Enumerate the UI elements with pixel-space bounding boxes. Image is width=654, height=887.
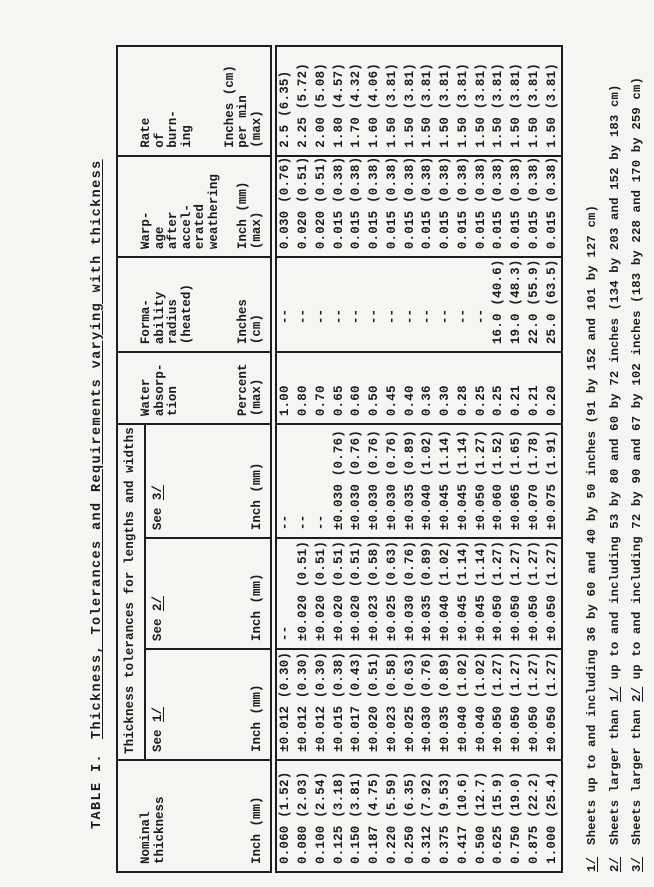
header-see-2: See 2/ Inch (mm)	[145, 538, 273, 649]
header-line: (heated)	[179, 284, 194, 345]
cell-see-3: --	[273, 424, 294, 538]
cell-see-3: ±0.065 (1.65)	[507, 424, 525, 538]
header-line: Rate	[139, 117, 153, 148]
cell-see-1: ±0.015 (0.38)	[330, 649, 348, 760]
cell-rate-of-burning: 1.50 (3.81)	[383, 46, 401, 156]
cell-water-absorption: 0.70	[312, 352, 330, 424]
cell-formability-radius: --	[348, 257, 366, 352]
unit-label: Inch (mm)	[249, 462, 264, 531]
header-line: after	[166, 211, 181, 250]
cell-warpage-after-weathering: 0.015 (0.38)	[543, 156, 562, 257]
cell-warpage-after-weathering: 0.015 (0.38)	[365, 156, 383, 257]
footnotes	[581, 77, 649, 872]
footnote-3: 3/Sheets larger than 2/ up to and including 72 by 90 and 67 by 102 inches (183 by 228 and 170 by 259 cm)	[630, 76, 645, 872]
cell-rate-of-burning: 2.00 (5.08)	[312, 46, 330, 156]
cell-see-1: ±0.040 (1.02)	[454, 649, 472, 760]
cell-rate-of-burning: 1.80 (4.57)	[330, 46, 348, 156]
cell-see-1: ±0.020 (0.51)	[365, 649, 383, 760]
cell-nominal-thickness: 0.080 (2.03)	[294, 760, 312, 872]
cell-warpage-after-weathering: 0.015 (0.38)	[525, 156, 543, 257]
cell-warpage-after-weathering: 0.015 (0.38)	[507, 156, 525, 257]
table-row	[294, 46, 312, 872]
cell-water-absorption: 0.36	[419, 352, 437, 424]
unit-label: Inches (cm) per min (max)	[222, 65, 264, 148]
header-nominal-thickness	[117, 760, 273, 872]
cell-see-2: ±0.020 (0.51)	[312, 538, 330, 649]
cell-see-2: ±0.050 (1.27)	[490, 538, 508, 649]
header-line: ability	[152, 291, 167, 345]
cell-see-3: ±0.040 (1.02)	[419, 424, 437, 538]
cell-see-2: ±0.023 (0.58)	[365, 538, 383, 649]
cell-see-3: ±0.035 (0.89)	[401, 424, 419, 538]
cell-warpage-after-weathering: 0.015 (0.38)	[454, 156, 472, 257]
cell-nominal-thickness: 0.750 (19.0)	[507, 760, 525, 872]
header-line: weathering	[206, 174, 221, 250]
cell-see-1: ±0.012 (0.30)	[312, 649, 330, 760]
table-body	[273, 46, 562, 872]
header-line: tion	[166, 386, 181, 417]
cell-see-3: ±0.045 (1.14)	[436, 424, 454, 538]
header-line: ing	[179, 125, 194, 148]
cell-nominal-thickness: 0.220 (5.59)	[383, 760, 401, 872]
cell-nominal-thickness: 0.125 (3.18)	[330, 760, 348, 872]
cell-see-1: ±0.050 (1.27)	[525, 649, 543, 760]
header-group-row	[117, 46, 145, 872]
header-rate-of-burning	[117, 46, 273, 156]
cell-formability-radius: 22.0 (55.9)	[525, 257, 543, 352]
header-line: Warp-	[139, 211, 153, 250]
cell-water-absorption: 0.25	[490, 352, 508, 424]
cell-formability-radius: 19.0 (48.3)	[507, 257, 525, 352]
cell-see-2: ±0.020 (0.51)	[348, 538, 366, 649]
table-row	[365, 46, 383, 872]
cell-water-absorption: 0.60	[348, 352, 366, 424]
header-line: Nominal	[139, 811, 153, 864]
header-water-absorption	[117, 352, 273, 424]
cell-rate-of-burning: 1.50 (3.81)	[401, 46, 419, 156]
cell-see-3: ±0.030 (0.76)	[383, 424, 401, 538]
header-line: absorp-	[152, 363, 167, 417]
cell-see-3: --	[294, 424, 312, 538]
cell-water-absorption: 0.80	[294, 352, 312, 424]
table-row	[525, 46, 543, 872]
cell-warpage-after-weathering: 0.015 (0.38)	[383, 156, 401, 257]
footnote-2: 2/Sheets larger than 1/ up to and including 53 by 80 and 60 by 72 inches (134 by 203 and 152 by 183 cm)	[607, 84, 622, 872]
header-see-3: See 3/ Inch (mm)	[145, 424, 273, 538]
header-see-1: See 1/ Inch (mm)	[145, 649, 273, 760]
cell-rate-of-burning: 1.50 (3.81)	[419, 46, 437, 156]
cell-warpage-after-weathering: 0.015 (0.38)	[472, 156, 490, 257]
header-formability-radius	[117, 257, 273, 352]
cell-water-absorption: 0.21	[525, 352, 543, 424]
header-line: Forma-	[139, 299, 153, 345]
cell-formability-radius: --	[365, 257, 383, 352]
cell-water-absorption: 1.00	[273, 352, 294, 424]
header-line: accel-	[179, 204, 194, 250]
cell-see-1: ±0.050 (1.27)	[490, 649, 508, 760]
cell-nominal-thickness: 0.625 (15.9)	[490, 760, 508, 872]
cell-rate-of-burning: 1.50 (3.81)	[507, 46, 525, 156]
table-row	[436, 46, 454, 872]
cell-formability-radius: --	[273, 257, 294, 352]
cell-formability-radius: --	[312, 257, 330, 352]
cell-see-1: ±0.025 (0.63)	[401, 649, 419, 760]
footnote-1: 1/Sheets up to and including 36 by 60 and 40 by 50 inches (91 by 152 and 101 by 127 cm)	[585, 204, 599, 872]
cell-see-2: ±0.050 (1.27)	[525, 538, 543, 649]
cell-water-absorption: 0.21	[507, 352, 525, 424]
header-line: burn-	[166, 110, 181, 148]
cell-formability-radius: --	[383, 257, 401, 352]
cell-water-absorption: 0.40	[401, 352, 419, 424]
table-row	[273, 46, 294, 872]
cell-see-1: ±0.012 (0.30)	[294, 649, 312, 760]
cell-see-2: --	[273, 538, 294, 649]
cell-see-2: ±0.025 (0.63)	[383, 538, 401, 649]
table-row	[543, 46, 562, 872]
table-row	[312, 46, 330, 872]
cell-nominal-thickness: 0.875 (22.2)	[525, 760, 543, 872]
unit-label: Percent (max)	[236, 363, 264, 417]
cell-rate-of-burning: 1.50 (3.81)	[436, 46, 454, 156]
cell-warpage-after-weathering: 0.020 (0.51)	[312, 156, 330, 257]
spec-table	[116, 45, 563, 873]
table-row	[472, 46, 490, 872]
cell-formability-radius: --	[454, 257, 472, 352]
cell-see-2: ±0.050 (1.27)	[507, 538, 525, 649]
cell-warpage-after-weathering: 0.015 (0.38)	[401, 156, 419, 257]
cell-rate-of-burning: 2.25 (5.72)	[294, 46, 312, 156]
cell-see-1: ±0.023 (0.58)	[383, 649, 401, 760]
header-line: Water	[139, 378, 153, 417]
cell-rate-of-burning: 1.50 (3.81)	[543, 46, 562, 156]
cell-water-absorption: 0.28	[454, 352, 472, 424]
cell-see-1: ±0.017 (0.43)	[348, 649, 366, 760]
cell-rate-of-burning: 1.60 (4.06)	[365, 46, 383, 156]
table-row	[401, 46, 419, 872]
cell-water-absorption: 0.65	[330, 352, 348, 424]
table-row	[507, 46, 525, 872]
cell-formability-radius: --	[294, 257, 312, 352]
cell-see-1: ±0.030 (0.76)	[419, 649, 437, 760]
cell-water-absorption: 0.25	[472, 352, 490, 424]
cell-water-absorption: 0.20	[543, 352, 562, 424]
unit-label: Inch (mm)	[249, 573, 264, 642]
cell-nominal-thickness: 0.312 (7.92)	[419, 760, 437, 872]
cell-warpage-after-weathering: 0.015 (0.38)	[490, 156, 508, 257]
cell-see-2: ±0.020 (0.51)	[330, 538, 348, 649]
cell-nominal-thickness: 0.060 (1.52)	[273, 760, 294, 872]
cell-see-3: --	[312, 424, 330, 538]
cell-see-1: ±0.035 (0.89)	[436, 649, 454, 760]
table-title	[90, 159, 105, 829]
unit-label: Inch (mm)	[249, 684, 264, 752]
cell-see-2: ±0.050 (1.27)	[543, 538, 562, 649]
table-row	[383, 46, 401, 872]
cell-see-2: ±0.045 (1.14)	[472, 538, 490, 649]
cell-see-2: ±0.020 (0.51)	[294, 538, 312, 649]
table-row	[490, 46, 508, 872]
cell-rate-of-burning: 1.50 (3.81)	[490, 46, 508, 156]
cell-see-1: ±0.050 (1.27)	[507, 649, 525, 760]
cell-see-3: ±0.030 (0.76)	[365, 424, 383, 538]
cell-see-1: ±0.012 (0.30)	[273, 649, 294, 760]
cell-warpage-after-weathering: 0.020 (0.51)	[294, 156, 312, 257]
cell-see-3: ±0.060 (1.52)	[490, 424, 508, 538]
header-line: erated	[193, 204, 208, 250]
cell-formability-radius: --	[419, 257, 437, 352]
cell-rate-of-burning: 2.5 (6.35)	[273, 46, 294, 156]
cell-warpage-after-weathering: 0.015 (0.38)	[330, 156, 348, 257]
cell-warpage-after-weathering: 0.015 (0.38)	[348, 156, 366, 257]
cell-see-2: ±0.030 (0.76)	[401, 538, 419, 649]
cell-see-3: ±0.030 (0.76)	[330, 424, 348, 538]
table-row	[454, 46, 472, 872]
cell-nominal-thickness: 0.417 (10.6)	[454, 760, 472, 872]
cell-formability-radius: 16.0 (40.6)	[490, 257, 508, 352]
cell-formability-radius: --	[330, 257, 348, 352]
header-line: of	[152, 132, 167, 148]
cell-rate-of-burning: 1.70 (4.32)	[348, 46, 366, 156]
cell-water-absorption: 0.30	[436, 352, 454, 424]
cell-formability-radius: --	[472, 257, 490, 352]
header-warpage	[117, 156, 273, 257]
table-title-number: TABLE I.	[90, 752, 105, 829]
cell-nominal-thickness: 0.100 (2.54)	[312, 760, 330, 872]
table-row	[348, 46, 366, 872]
header-line: age	[152, 226, 167, 250]
cell-formability-radius: 25.0 (63.5)	[543, 257, 562, 352]
header-group-thickness-tolerances: Thickness tolerances for lengths and widths	[117, 424, 145, 760]
table-row	[419, 46, 437, 872]
table-title-text: Thickness, Tolerances and Requirements varying with thickness	[90, 159, 105, 739]
unit-label: Inch (mm) (max)	[236, 181, 264, 250]
cell-nominal-thickness: 0.500 (12.7)	[472, 760, 490, 872]
header-line: thickness	[152, 796, 167, 864]
cell-see-1: ±0.050 (1.27)	[543, 649, 562, 760]
cell-see-2: ±0.040 (1.02)	[436, 538, 454, 649]
unit-label: Inch (mm)	[249, 796, 264, 864]
spec-table-container	[116, 45, 563, 873]
cell-nominal-thickness: 0.150 (3.81)	[348, 760, 366, 872]
cell-rate-of-burning: 1.50 (3.81)	[525, 46, 543, 156]
cell-see-2: ±0.035 (0.89)	[419, 538, 437, 649]
cell-formability-radius: --	[401, 257, 419, 352]
cell-see-1: ±0.040 (1.02)	[472, 649, 490, 760]
cell-warpage-after-weathering: 0.030 (0.76)	[273, 156, 294, 257]
unit-label: Inches (cm)	[236, 299, 264, 345]
cell-see-3: ±0.050 (1.27)	[472, 424, 490, 538]
cell-see-3: ±0.070 (1.78)	[525, 424, 543, 538]
cell-warpage-after-weathering: 0.015 (0.38)	[419, 156, 437, 257]
cell-nominal-thickness: 0.250 (6.35)	[401, 760, 419, 872]
cell-see-3: ±0.075 (1.91)	[543, 424, 562, 538]
cell-rate-of-burning: 1.50 (3.81)	[472, 46, 490, 156]
cell-nominal-thickness: 0.187 (4.75)	[365, 760, 383, 872]
cell-see-2: ±0.045 (1.14)	[454, 538, 472, 649]
cell-water-absorption: 0.50	[365, 352, 383, 424]
cell-see-3: ±0.045 (1.14)	[454, 424, 472, 538]
cell-water-absorption: 0.45	[383, 352, 401, 424]
cell-nominal-thickness: 0.375 (9.53)	[436, 760, 454, 872]
cell-formability-radius: --	[436, 257, 454, 352]
cell-rate-of-burning: 1.50 (3.81)	[454, 46, 472, 156]
header-line: radius	[166, 299, 181, 345]
cell-nominal-thickness: 1.000 (25.4)	[543, 760, 562, 872]
cell-see-3: ±0.030 (0.76)	[348, 424, 366, 538]
cell-warpage-after-weathering: 0.015 (0.38)	[436, 156, 454, 257]
table-row	[330, 46, 348, 872]
